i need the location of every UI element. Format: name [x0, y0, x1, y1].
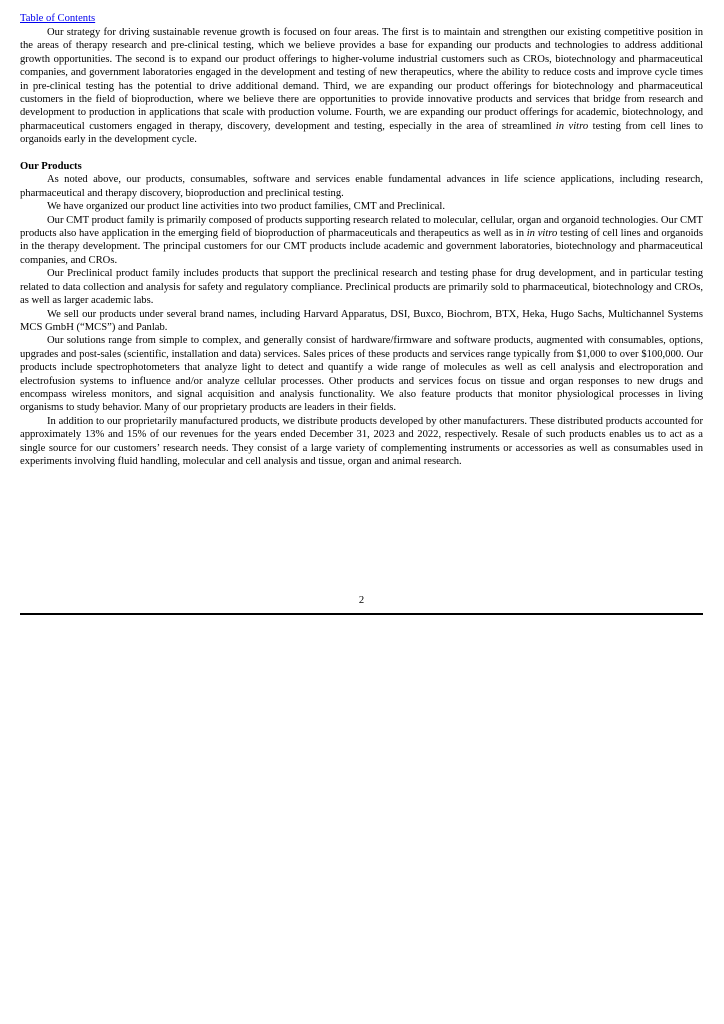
- strategy-text-1: Our strategy for driving sustainable revenue growth is focused on four areas. The first is to maintain and strengthen our existing competitive position in the areas of therapy research and pre-clinical testing, which we believe provides a base for expanding our products and technologies to address additional growth opportunities. The second is to expand our product offerings to higher-volume industrial customers such as CROs, biotechnology and pharmaceutical companies, and government laboratories engaged in the development and testing of new therapeutics, where the ability to reduce costs and improve cycle times in pre-clinical testing has the potential to drive additional demand. Third, we are expanding our product offerings for biotechnology and pharmaceutical customers in the field of bioproduction, where we believe there are opportunities to provide innovative products and services that bridge from research and development to production in applications that scale with production volume. Fourth, we are expanding our product offerings for academic, biotechnology, and pharmaceutical customers engaged in therapy, discovery, development and testing, especially in the area of streamlined: [20, 27, 703, 132]
- cmt-text-1: Our CMT product family is primarily composed of products supporting research related to molecular, cellular, organ and organoid technologies. Our CMT products also have application in the emerging field of bioproduction of pharmaceuticals and therapeutics as well as in: [20, 214, 703, 240]
- strategy-text-2: testing from cell lines to organoids early in the development cycle.: [20, 120, 703, 146]
- product-families-paragraph: We have organized our product line activities into two product families, CMT and Preclinical.: [47, 201, 445, 213]
- strategy-italic-in-vitro: in vitro: [555, 120, 589, 132]
- cmt-text-2: testing of cell lines and organoids in the therapy development. The principal customers for our CMT products include academic and government laboratories, biotechnology and pharmaceutical companies, and CROs.: [20, 228, 703, 266]
- cmt-paragraph: [20, 214, 703, 268]
- products-intro-paragraph: As noted above, our products, consumables, software and services enable fundamental advances in life science applications, including research, pharmaceutical and therapy discovery, bioproduction and preclinical testing.: [20, 174, 703, 199]
- distributed-products-paragraph: In addition to our proprietarily manufactured products, we distribute products developed by other manufacturers. These distributed products accounted for approximately 13% and 15% of our revenues for the years ended December 31, 2023 and 2022, respectively. Resale of such products enables us to act as a single source for our customers’ research needs. They consist of a large variety of complementing instruments or accessories as well as consumables used in experiments involving fluid handling, molecular and cell analysis and tissue, organ and animal research.: [20, 415, 703, 467]
- solutions-paragraph: Our solutions range from simple to complex, and generally consist of hardware/firmware and software products, augmented with consumables, options, upgrades and post-sales (scientific, installation and data) services. Sales prices of these products and services range typically from $1,000 to over $100,000. Our products include spectrophotometers that analyze light to detect and quantify a wide range of molecules as well as cell analysis and electroporation and electrofusion systems to influence and/or analyze cellular processes. Other products and services focus on tissue and organ responses to new drugs and encompass wireless monitors, and signal acquisition and analysis functionality. We also feature products that monitor physiological processes in living organisms to study behavior. Many of our proprietary products are leaders in their fields.: [20, 335, 703, 414]
- brands-paragraph: We sell our products under several brand names, including Harvard Apparatus, DSI, Buxco, Biochrom, BTX, Heka, Hugo Sachs, Multichannel Systems MCS GmbH (“MCS”) and Panlab.: [20, 308, 703, 333]
- table-of-contents-link[interactable]: Table of Contents: [20, 13, 96, 24]
- preclinical-paragraph: Our Preclinical product family includes products that support the preclinical research and testing phase for drug development, and in particular testing related to data collection and analysis for safety and regulatory compliance. Preclinical products are primarily sold to pharmaceutical, biotechnology and CROs, as well as larger academic labs.: [20, 268, 703, 307]
- page-number: 2: [358, 595, 365, 606]
- strategy-paragraph: [20, 26, 703, 147]
- document-page: [20, 8, 703, 606]
- our-products-heading: Our Products: [20, 161, 82, 173]
- page-divider: [20, 613, 703, 615]
- cmt-italic-in-vitro: in vitro: [526, 228, 558, 240]
